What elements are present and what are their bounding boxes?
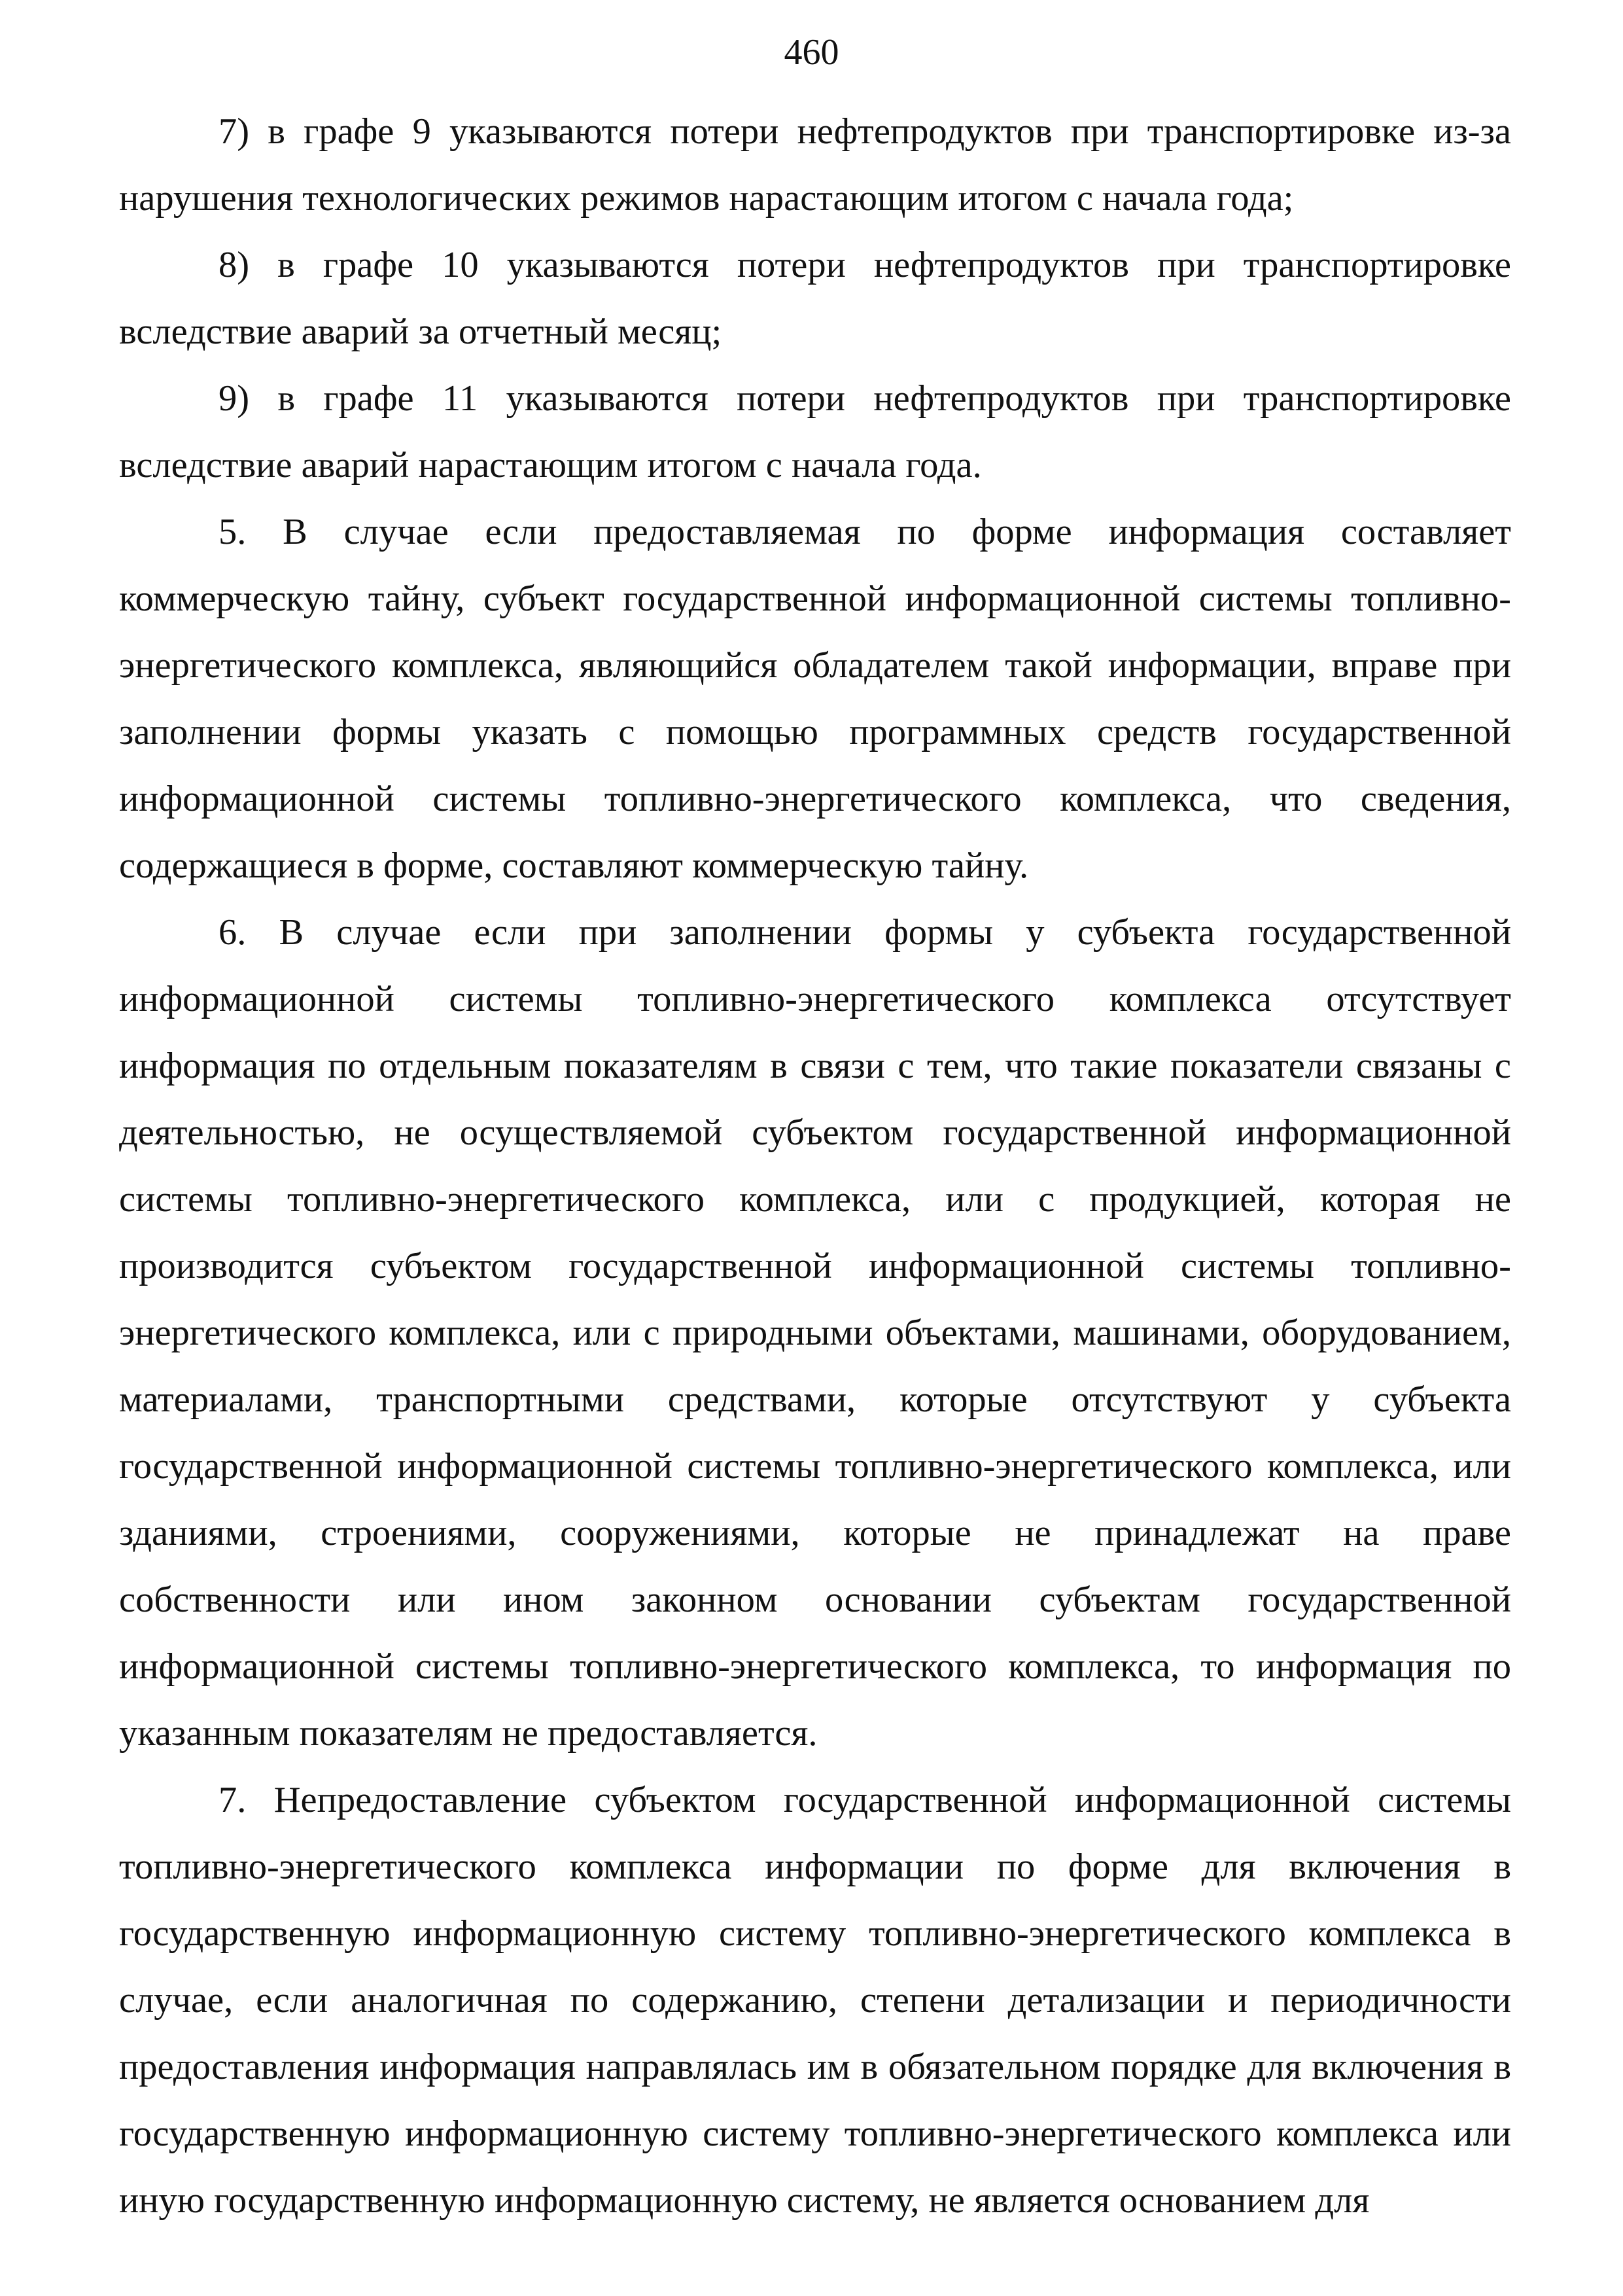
paragraph-item-8-accident-losses-month: 8) в графе 10 указываются потери нефтепродуктов при транспортировке вследствие аварий за отчетный месяц; (119, 245, 1511, 352)
paragraph-item-9-accident-losses-cumulative: 9) в графе 11 указываются потери нефтепродуктов при транспортировке вследствие аварий нарастающим итогом с начала года. (119, 378, 1511, 486)
paragraph-clause-5-commercial-secret: 5. В случае если предоставляемая по форме информация составляет коммерческую тайну, субъект государственной информационной системы топливно-энергетического комплекса, являющийся обладателем такой информации, вправе при заполнении формы указать с помощью программных средств государственной информационной системы топливно-энергетического комплекса, что сведения, содержащиеся в форме, составляют коммерческую тайну. (119, 512, 1511, 886)
paragraph-clause-6-missing-information: 6. В случае если при заполнении формы у субъекта государственной информационной системы топливно-энергетического комплекса отсутствует информация по отдельным показателям в связи с тем, что такие показатели связаны с деятельностью, не осуществляемой субъектом государственной информационной системы топливно-энергетического комплекса, или с продукцией, которая не производится субъектом государственной информационной системы топливно-энергетического комплекса, или с природными объектами, машинами, оборудованием, материалами, транспортными средствами, которые отсутствуют у субъекта государственной информационной системы топливно-энергетического комплекса, или зданиями, строениями, сооружениями, которые не принадлежат на праве собственности или ином законном основании субъектам государственной информационной системы топливно-энергетического комплекса, то информация по указанным показателям не предоставляется. (119, 912, 1511, 1754)
paragraph-item-7-losses-cumulative: 7) в графе 9 указываются потери нефтепродуктов при транспортировке из-за нарушения технологических режимов нарастающим итогом с начала года; (119, 111, 1511, 219)
paragraph-clause-7-non-provision: 7. Непредоставление субъектом государственной информационной системы топливно-энергетического комплекса информации по форме для включения в государственную информационную систему топливно-энергетического комплекса в случае, если аналогичная по содержанию, степени детализации и периодичности предоставления информация направлялась им в обязательном порядке для включения в государственную информационную систему топливно-энергетического комплекса или иную государственную информационную систему, не является основанием для (119, 1780, 1511, 2221)
page-number: 460 (784, 32, 839, 73)
document-body (119, 98, 1511, 2234)
